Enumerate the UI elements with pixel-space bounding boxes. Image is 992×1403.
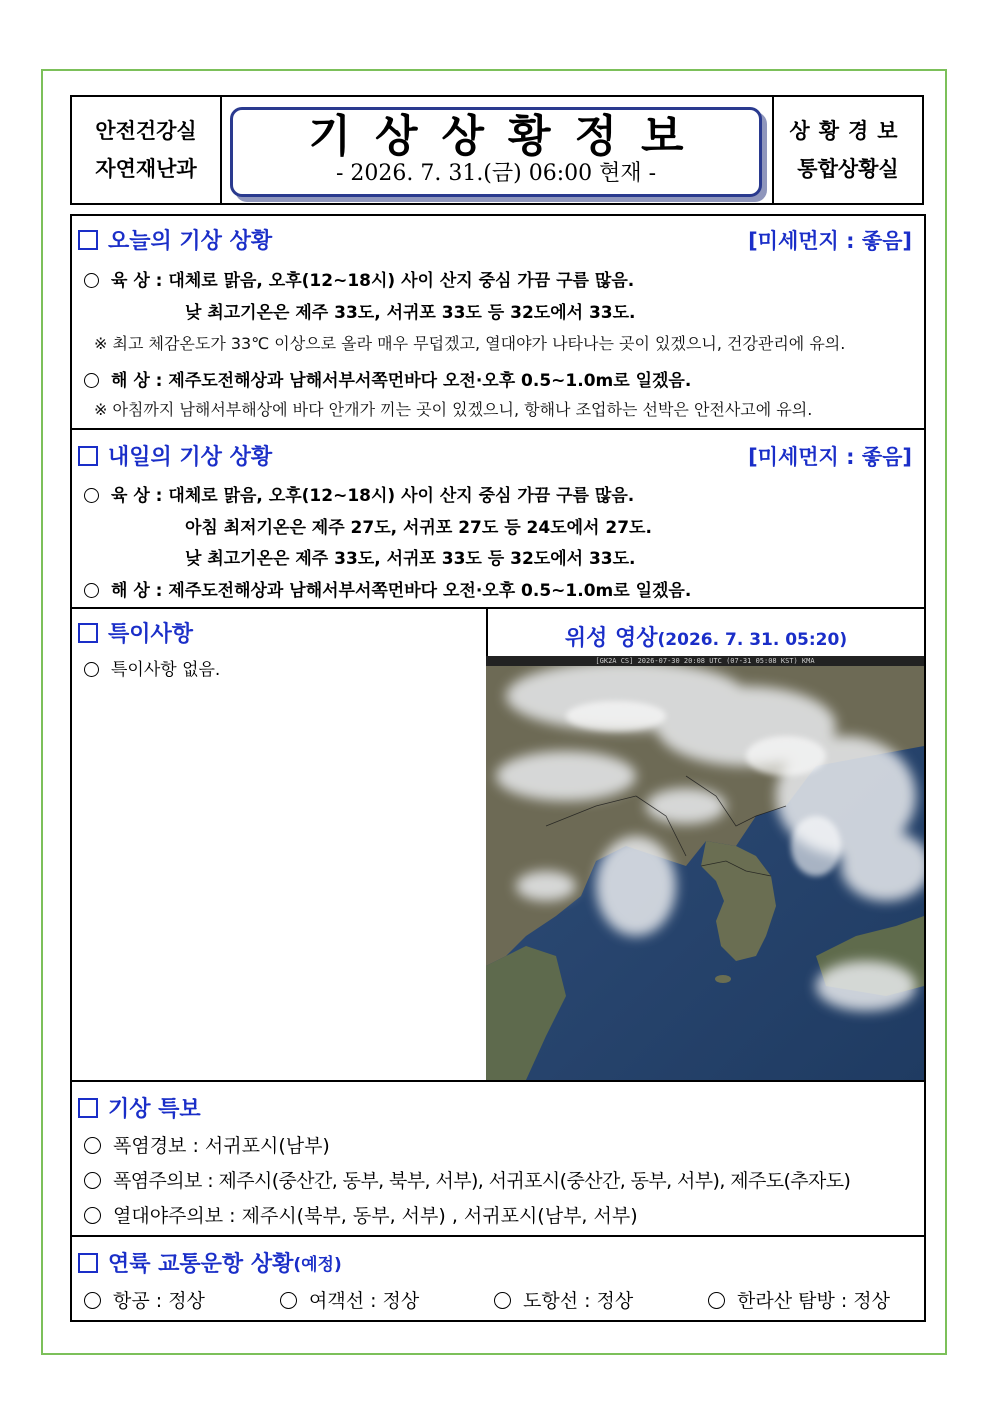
tomorrow-title-text: 내일의 기상 상황 [108,445,273,470]
today-dust-badge: [미세먼지 : 좋음] [748,229,912,253]
today-land1-text: 육 상 : 대체로 맑음, 오후(12~18시) 사이 산지 중심 가끔 구름 많음. [111,271,635,291]
circle-bullet-icon [84,1172,101,1189]
warning-item [84,1131,330,1158]
warning-item-text: 폭염주의보 : 제주시(중산간, 동부, 북부, 서부), 서귀포시(중산간, 동부, 서부), 제주도(추자도) [113,1170,851,1192]
satellite-caption: [GK2A CS] 2026-07-30 20:08 UTC (07-31 05:08 KST) KMA [486,656,924,666]
traffic-item-text: 한라산 탐방 : 정상 [737,1290,890,1312]
office-line1: 상황경보 [789,119,907,143]
traffic-section [70,1235,926,1322]
today-note2: ※ 아침까지 남해서부해상에 바다 안개가 끼는 곳이 있겠으니, 항해나 조업하는 선박은 안전사고에 유의. [94,400,813,419]
special-item-text: 특이사항 없음. [111,660,221,680]
office-line2: 통합상황실 [797,157,899,181]
warning-item-text: 폭염경보 : 서귀포시(남부) [113,1135,330,1157]
department-line1: 안전건강실 [95,119,197,143]
traffic-title-suffix: (예정) [293,1255,342,1275]
tomorrow-land-line2: 아침 최저기온은 제주 27도, 서귀포 27도 등 24도에서 27도. [185,518,652,538]
traffic-item-text: 여객선 : 정상 [309,1290,420,1312]
circle-bullet-icon [84,1207,101,1224]
tomorrow-land-line1 [84,481,634,506]
traffic-item-ferry [280,1286,419,1313]
traffic-item-island-ferry [494,1286,633,1313]
today-section [70,214,926,430]
traffic-item-hallasan [708,1286,890,1313]
tomorrow-section [70,428,926,609]
warnings-title [78,1092,201,1123]
circle-bullet-icon [84,1137,101,1154]
report-header [70,95,924,205]
department-line2: 자연재난과 [95,157,197,181]
warning-item [84,1166,850,1193]
tomorrow-sea-text: 해 상 : 제주도전해상과 남해서부서쪽먼바다 오전·오후 0.5~1.0m로 일겠음. [111,581,692,601]
satellite-time: (2026. 7. 31. 05:20) [657,630,848,650]
circle-bullet-icon [84,373,99,388]
satellite-title-text: 위성 영상 [564,626,658,651]
today-land-line2: 낮 최고기온은 제주 33도, 서귀포 33도 등 32도에서 33도. [185,303,636,323]
satellite-image [486,656,924,1080]
circle-bullet-icon [84,662,99,677]
tomorrow-title [78,440,272,471]
checkbox-icon [78,623,98,643]
checkbox-icon [78,1098,98,1118]
tomorrow-land1-text: 육 상 : 대체로 맑음, 오후(12~18시) 사이 산지 중심 가끔 구름 많음. [111,486,635,506]
traffic-item-text: 항공 : 정상 [113,1290,205,1312]
today-sea-line [84,366,691,391]
traffic-item-air [84,1286,205,1313]
department-label [72,97,222,203]
tomorrow-land-line3: 낮 최고기온은 제주 33도, 서귀포 33도 등 32도에서 33도. [185,549,636,569]
title-box [230,107,762,197]
office-label [772,97,922,203]
checkbox-icon [78,446,98,466]
traffic-item-text: 도항선 : 정상 [523,1290,634,1312]
circle-bullet-icon [84,1292,101,1309]
warning-item-text: 열대야주의보 : 제주시(북부, 동부, 서부) , 서귀포시(남부, 서부) [113,1205,638,1227]
circle-bullet-icon [494,1292,511,1309]
special-item [84,655,220,680]
special-title-text: 특이사항 [108,622,194,647]
report-title: 기상상황정보 [308,111,708,162]
today-note1: ※ 최고 체감온도가 33℃ 이상으로 올라 매우 무덥겠고, 열대야가 나타나는 곳이 있겠으니, 건강관리에 유의. [94,334,846,353]
checkbox-icon [78,1253,98,1273]
warning-item [84,1201,638,1228]
today-title-text: 오늘의 기상 상황 [108,229,273,254]
checkbox-icon [78,230,98,250]
circle-bullet-icon [84,488,99,503]
traffic-title [78,1247,342,1278]
warnings-title-text: 기상 특보 [108,1097,201,1122]
report-date: - 2026. 7. 31.(금) 06:00 현재 - [335,161,657,186]
circle-bullet-icon [708,1292,725,1309]
today-sea-text: 해 상 : 제주도전해상과 남해서부서쪽먼바다 오전·오후 0.5~1.0m로 일겠음. [111,371,692,391]
today-title [78,224,272,255]
warnings-section [70,1080,926,1237]
today-land-line1 [84,266,634,291]
satellite-map [486,656,924,1080]
traffic-title-text: 연륙 교통운항 상황 [108,1252,294,1277]
tomorrow-sea-line [84,576,691,601]
tomorrow-dust-badge: [미세먼지 : 좋음] [748,445,912,469]
satellite-title [488,621,924,652]
special-title [78,617,193,648]
circle-bullet-icon [84,583,99,598]
circle-bullet-icon [280,1292,297,1309]
circle-bullet-icon [84,273,99,288]
